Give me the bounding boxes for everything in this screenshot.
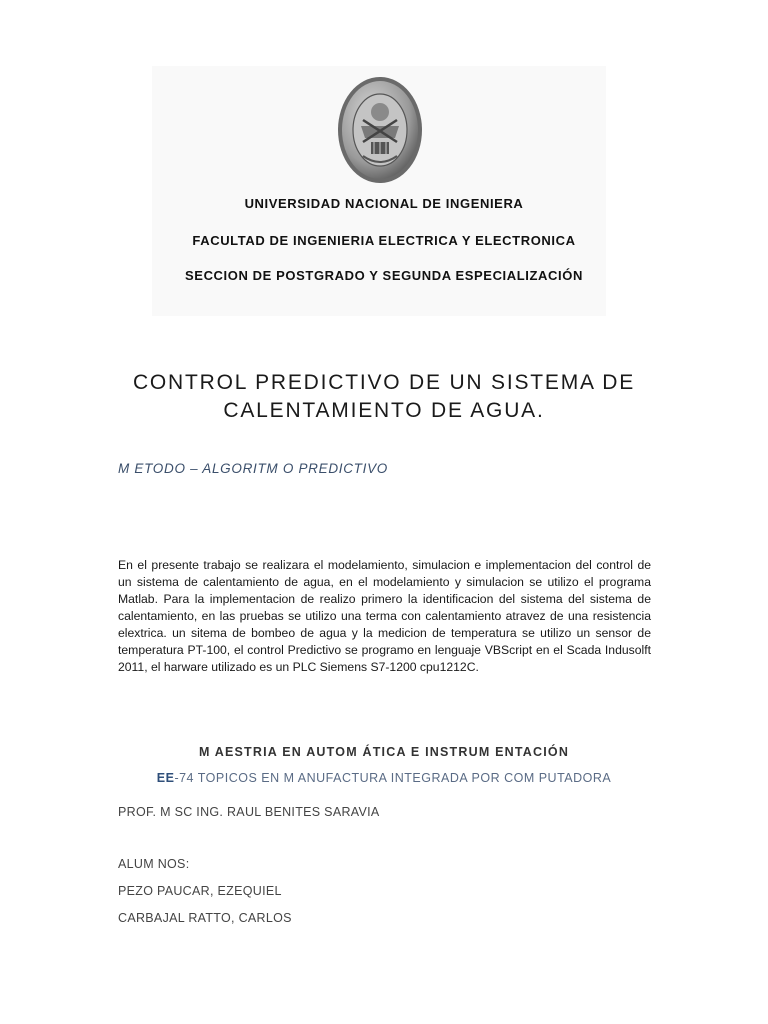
student-name: CARBAJAL RATTO, CARLOS bbox=[118, 911, 292, 925]
document-title-line-2: CALENTAMIENTO DE AGUA. bbox=[223, 399, 545, 422]
course-line bbox=[0, 771, 768, 785]
university-seal-logo bbox=[337, 76, 423, 184]
course-name: -74 TOPICOS EN M ANUFACTURA INTEGRADA POR COM PUTADORA bbox=[174, 771, 612, 785]
master-program: M AESTRIA EN AUTOM ÁTICA E INSTRUM ENTACIÓN bbox=[198, 745, 570, 759]
student-name: PEZO PAUCAR, EZEQUIEL bbox=[118, 884, 282, 898]
university-name: UNIVERSIDAD NACIONAL DE INGENIERA bbox=[244, 196, 524, 211]
abstract-paragraph: En el presente trabajo se realizara el modelamiento, simulacion e implementacion del control de un sistema de calentamiento de agua, en el modelamiento y simulacion se utilizo el programa Matlab. Para la implementacion de realizo primero la identificacion del sistema del sistema de calentamiento, en las pruebas se utilizo una terma con calentamiento atravez de una resistencia elextrica. un sitema de bombeo de agua y la medicion de temperatura se utilizo un sensor de temperatura PT-100, el control Predictivo se programo en lenguaje VBScript en el Scada Indusolft 2011, el harware utilizado es un PLC Siemens S7-1200 cpu1212C. bbox=[118, 558, 651, 674]
document-subtitle: M ETODO – ALGORITM O PREDICTIVO bbox=[118, 461, 388, 476]
professor-name: PROF. M SC ING. RAUL BENITES SARAVIA bbox=[118, 805, 380, 819]
faculty-name: FACULTAD DE INGENIERIA ELECTRICA Y ELECTRONICA bbox=[192, 233, 576, 248]
document-title-line-1: CONTROL PREDICTIVO DE UN SISTEMA DE bbox=[132, 371, 636, 394]
course-code: EE bbox=[156, 771, 175, 785]
students-label: ALUM NOS: bbox=[118, 857, 190, 871]
section-name: SECCION DE POSTGRADO Y SEGUNDA ESPECIALIZACIÓN bbox=[185, 268, 583, 283]
